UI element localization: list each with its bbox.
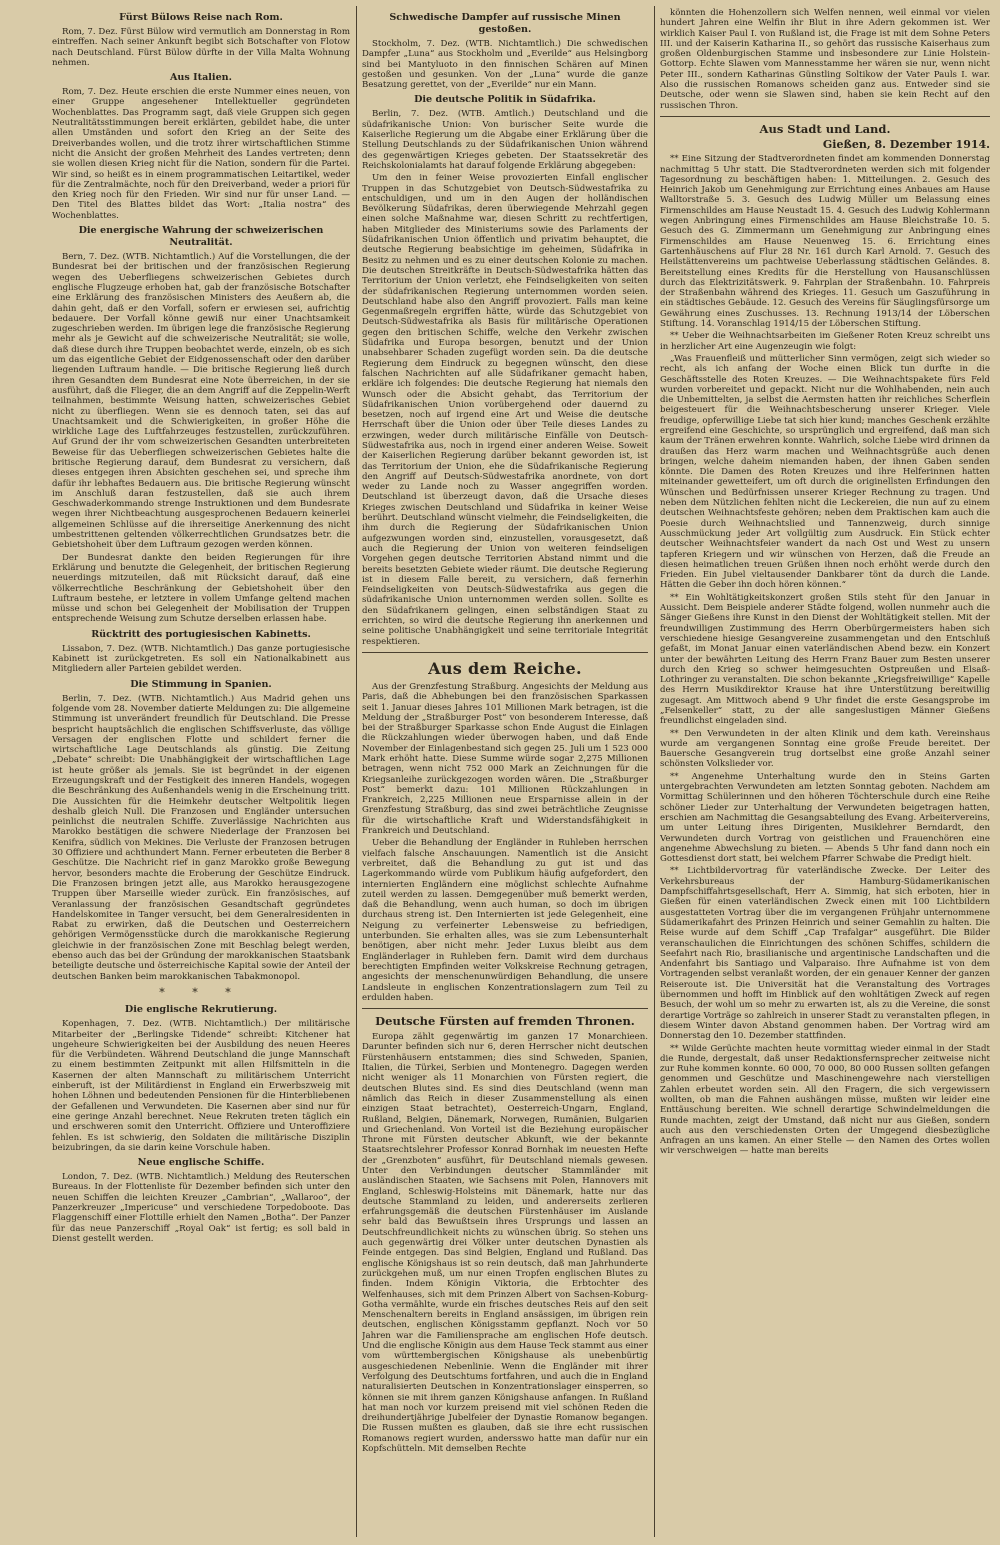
article-headline: Schwedische Dampfer auf russische Minen gestoßen. [389, 12, 621, 35]
article-text: Berlin, 7. Dez. (WTB. Nichtamtlich.) Aus Madrid gehen uns folgende vom 28. November datierte Meldungen zu: Die allgemeine Stimmung ist unverändert freundlich für Deutschland. Die Presse bespricht hauptsächlich die englischen Schiffsverluste, das völlige Versagen der englischen Flotte und schildert ferner die wirtschaftliche Lage Deutschlands als günstig. Die Zeitung „Debate“ schreibt: Die Unabhängigkeit der wirtschaftlichen Lage ist heute größer als jemals. Sie ist begründet in der eigenen Erzeugungskraft und der Festigkeit des inneren Handels, wogegen die Beschränkung des Außenhandels wenig in die Erscheinung tritt. Die Aussichten für die Heimkehr deutscher Weltpolitik liegen deshalb gleich Null. Die Franzosen und Engländer untersuchen peinlichst die neutralen Schiffe. Zuverlässige Nachrichten aus Marokko bestätigen die schwere Niederlage der Franzosen bei Kenifra, südlich von Mekines. Die Verluste der Franzosen betrugen 30 Offiziere und achthundert Mann. Ferner erbeuteten die Berber 8 Geschütze. Die Nachricht rief in ganz Marokko große Bewegung hervor, besonders machte die Eroberung der Geschütze Eindruck. Die Franzosen bringen jetzt alle, aus Marokko herausgezogene Truppen über Marseille wieder zurück. Ein französisches, auf Veranlassung der französischen Gesandtschaft gegründetes Handelskomitee in Tanger versucht, bei dem Generalresidenten in Rabat zu erwirken, daß die Deutschen und Oesterreichern gehörigen Vermögensstücke durch die marokkanische Regierung gleichwie in der französischen Zone mit Beschlag belegt werden, ebenso auch das bei der Gründung der marokkanischen Staatsbank beteiligte deutsche und österreichische Kapital sowie der Anteil der deutschen Banken beim marokkanischen Tabakmonopol. [52, 693, 350, 982]
section-divider [660, 116, 990, 117]
section-headline: Aus dem Reiche. [428, 658, 582, 678]
article-text: Rom, 7. Dez. Fürst Bülow wird vermutlich am Donnerstag in Rom eintreffen. Nach seiner Ankunft begibt sich Botschafter von Flotow nach Deutschland. Fürst Bülow dürfte in der Villa Malta Wohnung nehmen. [52, 27, 350, 68]
article-headline: Die englische Rekrutierung. [124, 1004, 278, 1016]
article-text: Stockholm, 7. Dez. (WTB. Nichtamtlich.) Die schwedischen Dampfer „Luna“ aus Stockholm und „Everilde“ aus Helsingborg sind bei Mantyluoto in den finnischen Schären auf Minen gestoßen und gesunken. Von der „Luna“ wurde die ganze Besatzung gerettet, von der „Everilde“ nur ein Mann. [362, 39, 648, 91]
dateline-text: Gießen, 8. Dezember 1914. [822, 137, 990, 151]
article-text: Lissabon, 7. Dez. (WTB. Nichtamtlich.) Das ganze portugiesische Kabinett ist zurückgetreten. Es soll ein Nationalkabinett aus Mitgliedern aller Parteien gebildet werden. [52, 643, 350, 675]
article-text: Aus der Grenzfestung Straßburg. Angesichts der Meldung aus Paris, daß die Abhebungen bei den französischen Sparkassen seit 1. Januar dieses Jahres 101 Millionen Mark betragen, ist die Meldung der „Straßburger Post“ von besonderem Interesse, daß bei der Straßburger Sparkasse schon Ende August die Einlagen die Rückzahlungen wieder überwogen haben, und daß Ende November der Einlagenbestand sich gegen 25. Juli um 1 523 000 Mark erhöht hatte. Diese Summe würde sogar 2,275 Millionen betragen, wenn nicht 752 000 Mark an Zeichnungen für die Kriegsanleihe zurückgezogen worden wären. Die „Straßburger Post“ bemerkt dazu: 101 Millionen Rückzahlungen in Frankreich, 2,225 Millionen neue Ersparnisse allein in der Grenzfestung Straßburg, das sind zwei beträchtliche Zeugnisse für die wirtschaftliche Kraft und Widerstandsfähigkeit in Frankreich und Deutschland. [362, 681, 648, 837]
article-headline: Neue englische Schiffe. [137, 1157, 265, 1169]
article-text: ** Wilde Gerüchte machten heute vormittag wieder einmal in der Stadt die Runde, dergestalt, daß unser Redaktionsfernsprecher zeitweise nicht zur Ruhe kommen konnte. 60 000, 70 000, 80 000 Russen sollten gefangen genommen und Geschütze und Maschinengewehre nach vierstelligen Zahlen erbeutet worden sein. All den Fragern, die sich vergewissern wollten, ob man die Fahnen aushängen müsse, mußten wir leider eine Enttäuschung bereiten. Wie schnell derartige Schwindelmeldungen die Runde machten, zeigt der Umstand, daß nicht nur aus Gießen, sondern auch aus den verschiedensten Orten der Umgegend diesbezügliche Anfragen an uns kamen. An einer Stelle — den Namen des Ortes wollen wir verschweigen — hatte man bereits [660, 1043, 990, 1157]
article-text: ** Eine Sitzung der Stadtverordneten findet am kommenden Donnerstag nachmittag 5 Uhr statt. Die Stadtverordneten werden sich mit folgender Tagesordnung zu beschäftigen haben: 1. Mitteilungen. 2. Gesuch des Heinrich Jakob um Genehmigung zur Errichtung eines Anbaues am Hause Walltorstraße 5. 3. Gesuch des Ludwig Müller um Belassung eines Firmenschildes am Hause Neustadt 15. 4. Gesuch des Ludwig Kohlermann wegen Anbringung eines Firmenschildes am Hause Bleichstraße 10. 5. Gesuch des G. Zimmermann um Genehmigung zur Anbringung eines Firmenschildes am Hause Neuenweg 15. 6. Errichtung eines Gartenhäuschens auf Flur 28 Nr. 161 durch Karl Arnold. 7. Gesuch des Heilstättenvereins um pachtweise Ueberlassung städtischen Geländes. 8. Bereitstellung eines Kredits für die Herstellung von Hausanschlüssen durch das Elektrizitätswerk. 9. Fahrplan der Straßenbahn. 10. Fahrpreis der Straßenbahn während des Krieges. 11. Gesuch um Gaszuführung in ein städtisches Gebäude. 12. Gesuch des Vereins für Säuglingsfürsorge um Gewährung eines Zuschusses. 13. Rechnung 1913/14 der Löberschen Stiftung. 14. Voranschlag 1914/15 der Löberschen Stiftung. [660, 154, 990, 330]
column-rule [356, 6, 357, 1537]
article-headline: Die Stimmung in Spanien. [130, 678, 272, 690]
article-text: ** Lichtbildervortrag für vaterländische Zwecke. Der Leiter des Verkehrsbureaus der Hamburg-Südamerikanischen Dampfschiffahrtsgesellschaft, Herr A. Simmig, hat sich erboten, hier in Gießen für einen vaterländischen Zweck einen mit 100 Lichtbildern ausgestatteten Vortrag über die im vergangenen Frühjahr unternommene Südamerikafahrt des Prinzen Heinrich und seiner Gemahlin zu halten. Die Reise wurde auf dem Schiff „Cap Trafalgar“ ausgeführt. Die Bilder veranschaulichen die Einrichtungen des schönen Schiffes, schildern die Seefahrt nach Rio, brasilianische und argentinische Landschaften und die Andenfahrt bis Santiago und Valparaiso. Ihre Aufnahme ist von dem Vortragenden selbst veranlaßt worden, der ein genauer Kenner der ganzen Reiseroute ist. Die Universität hat die Veranstaltung des Vortrages übernommen und hofft im Hinblick auf den wohltätigen Zweck auf regen Besuch, der wohl um so mehr zu erwarten ist, als zu die Vereine, die sonst derartige Vorträge so zahlreich in unserer Stadt zu veranstalten pflegen, in diesem Winter davon Abstand genommen haben. Der Vortrag wird am Donnerstag den 10. Dezember stattfinden. [660, 866, 990, 1042]
article-text: Berlin, 7. Dez. (WTB. Amtlich.) Deutschland und die südafrikanische Union: Von burischer Seite wurde die Kaiserliche Regierung um die Abgabe einer Erklärung über die Stellung Deutschlands zu der Südafrikanischen Union während des gegenwärtigen Krieges gebeten. Der Staatssekretär des Reichskolonialamts hat darauf folgende Erklärung abgegeben: [362, 109, 648, 171]
article-text: ** Ueber die Weihnachtsarbeiten im Gießener Roten Kreuz schreibt uns in herzlicher Art eine Augenzeugin wie folgt: [660, 331, 990, 352]
article-headline: Aus Italien. [169, 72, 232, 84]
article-text: ** Ein Wohltätigkeitskonzert großen Stils steht für den Januar in Aussicht. Dem Beispiele anderer Städte folgend, wollen nunmehr auch die Sänger Gießens ihre Kunst in den Dienst der Wohltätigkeit stellen. Mit der freundwilligen Zustimmung des Herrn Oberbürgermeisters haben sich verschiedene hiesige Gesangvereine zusammengetan und den Entschluß gefaßt, im Monat Januar einen vaterländischen Abend bezw. ein Konzert unter der bewährten Leitung des Herrn Franz Bauer zum Besten unserer durch den Krieg so schwer heimgesuchten Ostpreußen und Elsaß-Lothringer zu veranstalten. Die schon bekannte „Kriegsfreiwillige“ Kapelle des Herrn Musikdirektor Krause hat ihre Unterstützung bereitwillig zugesagt. Am Mittwoch abend 9 Uhr findet die erste Gesangsprobe im „Felsenkeller“ statt, zu der alle sangeslustigen Männer Gießens freundlichst eingeladen sind. [660, 592, 990, 727]
article-headline: Die deutsche Politik in Südafrika. [414, 94, 596, 106]
dateline [660, 137, 990, 151]
section-divider-stars: * * * [159, 985, 243, 999]
section-divider [362, 1008, 648, 1009]
article-text: ** Den Verwundeten in der alten Klinik und dem kath. Vereinshaus wurde am vergangenen Sonntag eine große Freude bereitet. Der Bauersche Gesangverein trug dortselbst eine große Anzahl seiner schönsten Volkslieder vor. [660, 728, 990, 770]
article-headline: Die energische Wahrung der schweizerischen Neutralität. [78, 225, 324, 249]
article-text: Rom, 7. Dez. Heute erschien die erste Nummer eines neuen, von einer Gruppe angesehener Intellektueller gegründeten Wochenblattes. Das Programm sagt, daß viele Gruppen sich gegen Neutralitätsstimmungen bereit erklärten, gebildet habe, die unter allen Umständen und sofort den Krieg an der Seite des Dreiverbandes wollen, und die trotz ihrer wirtschaftlichen Stimme nicht die Ansicht der großen Mehrheit des Landes vertreten; denn sie wollen diesen Krieg nicht für die Nation, sondern für die Partei. Wir sind, so heißt es in einem programmatischen Leitartikel, weder für die Zentralmächte, noch für den Dreiverband, weder a priori für den Krieg noch für den Frieden. Wir sind nur für unser Land. — Den Titel des Blattes bildet das Wort: „Italia nostra“ des Wochenblattes. [52, 87, 350, 221]
article-text: Kopenhagen, 7. Dez. (WTB. Nichtamtlich.) Der militärische Mitarbeiter der „Berlingske Tidende“ schreibt: Kitchener hat ungeheure Schwierigkeiten bei der Ausbildung des neuen Heeres für die Verbündeten. Während Deutschland die junge Mannschaft zu einem bestimmten Zeitpunkt mit allen Hilfsmitteln in die Kasernen der alten Mannschaft zu militärischem Unterricht einberuft, ist der Militärdienst in England ein Erwerbszweig mit hohen Löhnen und bedeutenden Pensionen für die Hinterbliebenen der Gefallenen und Verwundeten. Die Kasernen aber sind nur für eine geringe Anzahl berechnet. Neue Rekruten treten täglich ein und erschweren somit den Unterricht. Offiziere und Unteroffiziere fehlen. Es ist schwierig, den Soldaten die militärische Disziplin beizubringen, da sie darin keine Vorschule haben. [52, 1019, 350, 1153]
column-3 [660, 8, 990, 1535]
column-rule [654, 6, 655, 1537]
article-text: Der Bundesrat dankte den beiden Regierungen für ihre Erklärung und benutzte die Gelegenheit, der britischen Regierung neuerdings mitzuteilen, daß mit Rücksicht darauf, daß eine völkerrechtliche Beschränkung der Gebietshoheit über den Luftraum bestehe, er letztere in vollem Umfange geltend machen müsse und schon bei Gelegenheit der Mobilisation der Truppen entsprechende Weisung zum Schutze derselben erlassen habe. [52, 552, 350, 625]
column-1 [52, 8, 350, 1535]
article-text: London, 7. Dez. (WTB. Nichtamtlich.) Meldung des Reuterschen Bureaus. In der Flottenliste für Dezember befinden sich unter den neuen Schiffen die leichten Kreuzer „Cambrian“, „Wallaroo“, der Panzerkreuzer „Impericuse“ und verschiedene Torpedoboote. Das Flaggenschiff einer Flottille erhielt den Namen „Botha“. Der Panzer für das neue Panzerschiff „Royal Oak“ ist fertig; es soll bald in Dienst gestellt werden. [52, 1172, 350, 1244]
column-2 [362, 8, 648, 1535]
section-divider [362, 652, 648, 653]
article-text: „Was Frauenfleiß und mütterlicher Sinn vermögen, zeigt sich wieder so recht, als ich anfang der Woche einen Blick tun durfte in die Geschäftsstelle des Roten Kreuzes. — Die Weihnachtspakete fürs Feld wurden vorbereitet und gepackt. Nicht nur die Wohlhabenden, nein auch die Unbemittelten, ja selbst die Aermsten hatten ihr reichliches Scherflein beigesteuert für die Weihnachtsbescherung unserer Krieger. Viele freudige, opferwillige Liebe tat sich hier kund; manches Geschenk erzählte ergreifend eine Geschichte, so ursprünglich und ergreifend, daß man sich kaum der Tränen erwehren konnte. Wahrlich, solche Liebe wird drinnen da draußen das Herz warm machen und Weihnachtsgrüße auch denen bringen, welche daheim niemanden haben, der ihnen Gaben senden könnte. Die Damen des Roten Kreuzes und ihre Helferinnen hatten miteinander gewetteifert, um oft durch die originellsten Erfindungen den Wünschen und Bedürfnissen unserer Krieger Rechnung zu tragen. Und neben dem Nützlichen fehlten nicht die Leckereien, die nun auf zu einem deutschen Weihnachtsfeste gehören; neben dem Praktischen kam auch die Poesie durch Weihnachtslied und Tannenzweig, durch sinnige Ausschmückung jeder Art vollgültig zum Ausdruck. Ein Stück echter deutscher Weihnachtsfeier wandert da nach Ost und West zu unsern tapferen Kriegern und wir wünschen von Herzen, daß die Freude an diesen heimatlichen treuen Grüßen ihnen noch erhöht werde durch den Frieden. Ein Jubel vieltausender Dankbarer tönt da durch die Lande. Hätten die Geber ihn doch hören können.“ [660, 353, 990, 591]
article-text: Bern, 7. Dez. (WTB. Nichtamtlich.) Auf die Vorstellungen, die der Bundesrat bei der britischen und der französischen Regierung wegen des Ueberfliegens schweizerischen Gebietes durch englische Flugzeuge erhoben hat, gab der französische Botschafter eine Erklärung des französischen Ministers des Aeußern ab, die dahin geht, daß er den Vorfall, sofern er erwiesen sei, aufrichtig bedauere. Der Vorfall könne gewiß nur einer Unachtsamkeit zugeschrieben werden. Im übrigen lege die französische Regierung mehr als je Gewicht auf die schweizerische Neutralität; sie wolle, daß diese durch ihre Truppen beobachtet werde, einzeln, ob es sich um das eigentliche Gebiet der Eidgenossenschaft oder den darüber liegenden Luftraum handle. — Die britische Regierung ließ durch ihren Gesandten dem Bundesrat eine Note überreichen, in der sie ausführt, daß die Flieger, die an dem Angriff auf die Zeppelin-Werft teilnahmen, bestimmte Weisung hatten, schweizerisches Gebiet nicht zu überfliegen. Wenn sie es dennoch taten, sei das auf Unachtsamkeit und die Schwierigkeiten, in großer Höhe die wirkliche Lage des Luftfahrzeuges festzustellen, zurückzuführen. Auf Grund der ihr vom schweizerischen Gesandten unterbreiteten Beweise für das Ueberfliegen schweizerischen Gebietes halte die britische Regierung darauf, dem Bundesrat zu versichern, daß dieses entgegen ihren Absichten geschehen sei, und spreche ihm dafür ihr lebhaftes Bedauern aus. Die britische Regierung wünscht im Anschluß daran festzustellen, daß sie auch ihrem Geschwaderkommando strenge Instruktionen und dem Bundesrate wegen ihrer Nichtbeachtung ausgesprochenen Bedauern keinerlei allgemeinen Schlüsse auf die ihrerseitige Anerkennung des nicht umbestrittenen geltenden völkerrechtlichen Grundsatzes betr. die Gebietshoheit über dem Luftraum gezogen werden können. [52, 252, 350, 551]
article-text: Ueber die Behandlung der Engländer in Ruhleben herrschen vielfach falsche Anschauungen. Namentlich ist die Ansicht verbreitet, daß die Behandlung zu gut ist und das Lagerkommando würde vom Publikum häufig aufgefordert, den internierten Engländern eine möglichst schlechte Aufnahme zuteil werden zu lassen. Demgegenüber muß bemerkt werden, daß die Behandlung, wenn auch human, so doch im übrigen durchaus streng ist. Den Internierten ist jede Gelegenheit, eine Neigung zu verfeinerter Lebensweise zu befriedigen, unterbunden. Sie erhalten alles, was sie zum Lebensunterhalt benötigen, aber nicht mehr. Jeder Luxus bleibt aus dem Engländerlager in Ruhleben fern. Damit wird dem durchaus berechtigten Empfinden weiter Volkskreise Rechnung getragen, angesichts der menschenunwürdigen Behandlung, die unsere Landsleute in englischen Konzentrationslagern zum Teil zu erdulden haben. [362, 838, 648, 1003]
section-headline: Deutsche Fürsten auf fremden Thronen. [375, 1014, 635, 1029]
article-text: ** Angenehme Unterhaltung wurde den in Steins Garten untergebrachten Verwundeten am letzten Sonntag geboten. Nachdem am Vormittag Schülerinnen und den höheren Töchterschule durch eine Reihe schöner Lieder zur Unterhaltung der Verwundeten beigetragen hatten, erschien am Nachmittag die Gesangsabteilung des Evang. Arbeitervereins, um unter Leitung ihres Dirigenten, Musiklehrer Berndardt, den Verwundeten durch Vortrag von geistlichen und Frauenchören eine angenehme Abwechslung zu bieten. — Abends 5 Uhr fand dann noch ein Gottesdienst dort statt, bei welchem Pfarrer Schwabe die Predigt hielt. [660, 771, 990, 865]
section-headline: Aus Stadt und Land. [759, 121, 891, 136]
article-headline: Fürst Bülows Reise nach Rom. [119, 12, 283, 23]
article-text: könnten die Hohenzollern sich Welfen nennen, weil einmal vor vielen hundert Jahren eine Welfin ihr Blut in ihre Adern gekommen ist. Wer wirklich Kaiser Paul I. von Rußland ist, die Frage ist mit dem Sohne Peters III. und der Kaiserin Katharina II., so gehört das russische Kaiserhaus zum großen Oldenburgischen Stamme und insbesondere zur Linie Holstein-Gottorp. Echte Slawen vom Mannesstamme her wären sie nur, wenn nicht Peter III., sondern Katharinas Günstling Soltikow der Vater Pauls I. war. Also die russischen Romanows scheiden ganz aus. Entweder sind sie Deutsche, oder wenn sie Slawen sind, haben sie kein Recht auf den russischen Thron. [660, 8, 990, 111]
article-text: Europa zählt gegenwärtig im ganzen 17 Monarchieen. Darunter befinden sich nur 6, deren Herrscher nicht deutschen Fürstenhäusern entstammen; dies sind Schweden, Spanien, Italien, die Türkei, Serbien und Montenegro. Dagegen werden nicht weniger als 11 Monarchien von Fürsten regiert, die deutschen Blutes sind. Es sind dies Deutschland (wenn man nämlich das Reich in dieser Zusammenstellung als einen einzigen Staat betrachtet), Oesterreich-Ungarn, England, Rußland, Belgien, Dänemark, Norwegen, Rumänien, Bulgarien und Griechenland. Von Vorteil ist die Beziehung europäischer Throne mit Fürsten deutscher Abkunft, wie der bekannte Staatsrechtslehrer Professor Konrad Bornhak im neuesten Hefte der „Grenzboten“ ausführt, für Deutschland niemals gewesen. Unter den Verbindungen deutscher Stammländer mit ausländischen Staaten, wie Sachsens mit Polen, Hannovers mit England, Schleswig-Holsteins mit Dänemark, hatte nur das deutsche Stammland zu leiden, und andererseits zerlieren erfahrungsgemäß die deutschen Fürstenhäuser im Auslande sehr bald das Bewußtsein ihres Ursprungs und lassen an Deutschfreundlichkeit nichts zu wünschen übrig. So stehen uns auch gegenwärtig drei Völker unter deutschen Dynastien als Feinde entgegen. Das sind Belgien, England und Rußland. Das englische Königshaus ist so rein deutsch, daß man Jahrhunderte zurückgehen muß, um nur einen Tropfen englischen Blutes zu finden. Indem Königin Viktoria, die Erbtochter des Welfenhauses, sich mit dem Prinzen Albert von Sachsen-Koburg-Gotha vermählte, wurde ein frisches deutsches Reis auf den seit Menschenaltern bereits in England ansässigen, im übrigen rein deutschen, englischen Königsstamm gepflanzt. Noch vor 50 Jahren war die Familiensprache am englischen Hofe deutsch. Und die englische Königin aus dem Hause Teck stammt aus einer vom württembergischen Königshause als unebenbürtig ausgeschiedenen Nebenlinie. Wenn die Engländer mit ihrer Verfolgung des Deutschtums fortfahren, und auch die in England naturalisierten Deutschen in Konzentrationslager einsperren, so können sie mit ihrem ganzen Königshause anfangen. In Rußland hat man noch vor kurzem preisend mit viel schönen Reden die dreihundertjährige Jubelfeier der Dynastie Romanow begangen. Die Russen mußten es glauben, daß sie ihre echt russischen Romanows regiert wurden, andersswo hatte man dafür nur ein Kopfschütteln. Mit demselben Rechte [362, 1032, 648, 1454]
article-headline: Rücktritt des portugiesischen Kabinetts. [91, 628, 311, 640]
article-text: Um den in feiner Weise provozierten Einfall englischer Truppen in das Schutzgebiet von Deutsch-Südwestafrika zu entschuldigen, und um in den Augen der holländischen Bevölkerung Südafrikas, deren überwiegende Mehrzahl gegen einen solche Maßnahme war, diesen Schritt zu rechtfertigen, haben Mitglieder des Ministeriums sowie des Parlaments der Südafrikanischen Union öffentlich und privatim behauptet, die deutsche Regierung beabsichtige im geheimen, Südafrika in Besitz zu nehmen und es zu einer deutschen Kolonie zu machen. Die deutschen Streitkräfte in Deutsch-Südwestafrika hätten das Territorium der Union verletzt, ehe Feindseligkeiten von seiten der südafrikanischen Regierung unternommen worden seien. Deutschland habe also den Angriff provoziert. Falls man keine Gegenmaßregeln ergriffen hätte, würde das Schutzgebiet von Deutsch-Südwestafrika als Basis für militärische Operationen gegen den britischen Schiffe, welche den Verkehr zwischen Südafrika und Europa besorgen, benutzt und der Union unabsehbarer Schaden zugefügt worden sein. Da die deutsche Regierung dem Eindruck zu begegnen wünscht, den diese falschen Nachrichten auf alle Südafrikaner gemacht haben, erkläre ich folgendes: Die deutsche Regierung hat niemals den Wunsch oder die Absicht gehabt, das Territorium der Südafrikanischen Union vorübergehend oder dauernd zu besetzen, noch auf irgend eine Art und Weise die deutsche Herrschaft über die Union oder über Teile dieses Landes zu erzwingen, weder durch militärische Einfälle von Deutsch-Südwestafrika aus, noch in irgend einer anderen Weise. Soweit der Kaiserlichen Regierung darüber bekannt geworden ist, ist das Territorium der Union, ehe die Südafrikanische Regierung den Angriff auf Deutsch-Südwestafrika anordnete, von dort weder zu Lande noch zu Wasser angegriffen worden. Deutschland ist überzeugt davon, daß die Ursache dieses Krieges zwischen Deutschland und Südafrika in keiner Weise berührt. Deutschland wünscht vielmehr, die Feindseligkeiten, die ihm durch die Regierung der Südafrikanischen Union aufgezwungen worden sind, einzustellen, vorausgesetzt, daß auch die Regierung der Union von weiteren feindseligen Vorgehen gegen deutsche Territorien Abstand nimmt und die bereits besetzten Gebiete wieder räumt. Die deutsche Regierung ist in diesem Falle bereit, zu versichern, daß fernerhin Feindseligkeiten von Deutsch-Südwestafrika aus gegen die südafrikanische Union unternommen werden sollen. Sollte es den Südafrikanern gelingen, einen selbständigen Staat zu errichten, so wird die deutsche Regierung ihn anerkennen und seine politische Unabhängigkeit und seine territoriale Integrität respektieren. [362, 173, 648, 647]
